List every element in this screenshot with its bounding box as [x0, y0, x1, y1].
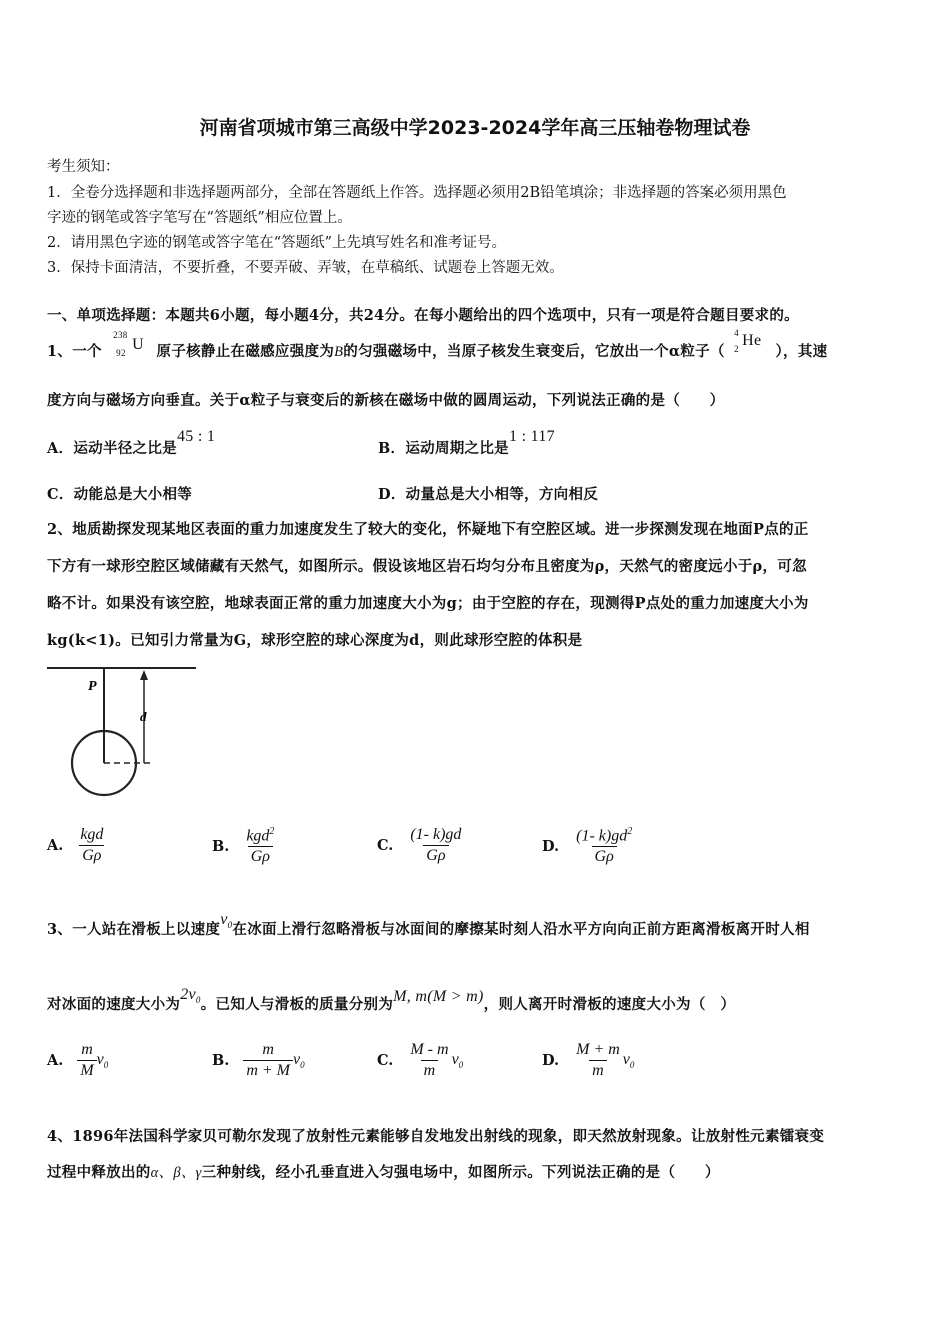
q1-option-b: B．运动周期之比是1 : 117: [378, 428, 555, 457]
q3-option-d: D. $\frac{M + m}{m}$ $v_0$: [542, 1041, 635, 1079]
q2-option-c: C. $\frac{(1- k)gd}{G\rho}$: [377, 826, 462, 864]
q3-option-c: C. $\frac{M - m}{m}$ $v_0$: [377, 1041, 464, 1079]
q2-option-b: B. $\frac{kgd^2}{G\rho}$: [212, 826, 275, 866]
page-title: 河南省项城市第三高级中学2023-2024学年高三压轴卷物理试卷: [199, 117, 751, 139]
depth-arrow-head: [140, 670, 148, 680]
q1-option-c: C．动能总是大小相等: [47, 486, 193, 503]
q2-line3: 略不计。如果没有该空腔，地球表面正常的重力加速度大小为g；由于空腔的存在，现测得P点处的重力加速度大小为: [47, 595, 809, 612]
q2-option-a: A. $\frac{\text{kgd}}{G\rho}$: [47, 826, 104, 864]
q3-option-a: A. $\frac{m}{M}$ $v_0$: [47, 1041, 109, 1079]
q2-line1: 2、地质勘探发现某地区表面的重力加速度发生了较大的变化，怀疑地下有空腔区域。进一步探测发现在地面P点的正: [47, 521, 809, 538]
notice-item-2: 2．请用黑色字迹的钢笔或答字笔在“答题纸”上先填写姓名和准考证号。: [47, 235, 507, 251]
q4-line2: 过程中释放出的α、β、γ三种射线，经小孔垂直进入匀强电场中，如图所示。下列说法正确的是（ ）: [47, 1164, 720, 1181]
notice-item-3: 3．保持卡面清洁，不要折叠，不要弄破、弄皱，在草稿纸、试题卷上答题无效。: [47, 260, 564, 276]
q3-line2: 对冰面的速度大小为$2v_0$。已知人与滑板的质量分别为M, m(M > m)，则人离开时滑板的速度大小为（ ）: [47, 986, 736, 1013]
q1-option-a: A．运动半径之比是45 : 1: [47, 428, 216, 457]
cavity-diagram: [44, 660, 204, 800]
depth-label: d: [140, 709, 147, 724]
q2-option-d: D. $\frac{(1- k)gd^2}{G\rho}$: [542, 826, 633, 866]
q1-line2: 度方向与磁场方向垂直。关于α粒子与衰变后的新核在磁场中做的圆周运动，下列说法正确的是（ ）: [47, 392, 725, 409]
section-heading: 一、单项选择题：本题共6小题，每小题4分，共24分。在每小题给出的四个选项中，只有一项是符合题目要求的。: [47, 307, 799, 324]
helium-nuclide: 4 2 He: [734, 328, 762, 354]
notice-item-1-cont: 字迹的钢笔或答字笔写在“答题纸”相应位置上。: [47, 210, 352, 226]
q3-line1: 3、一人站在滑板上以速度$v_0$在冰面上滑行忽略滑板与冰面间的摩擦某时刻人沿水平方向向正前方距离滑板离开时人相: [47, 911, 810, 938]
notice-heading: 考生须知：: [47, 159, 120, 175]
q3-option-b: B. $\frac{m}{m + M}$ $v_0$: [212, 1041, 305, 1079]
point-p-label: P: [88, 679, 97, 694]
q2-line2: 下方有一球形空腔区域储藏有天然气，如图所示。假设该地区岩石均匀分布且密度为ρ，天然气的密度远小于ρ，可忽: [47, 558, 807, 575]
q2-line4: kg(k<1)。已知引力常量为G，球形空腔的球心深度为d，则此球形空腔的体积是: [47, 632, 583, 649]
notice-item-1: 1．全卷分选择题和非选择题两部分，全部在答题纸上作答。选择题必须用2B铅笔填涂；非选择题的答案必须用黑色: [47, 185, 787, 201]
q1-line1: 1、一个 238 92 U 原子核静止在磁感应强度为B的匀强磁场中，当原子核发生衰变后，它放出一个α粒子（ 4 2 He ），其速: [47, 328, 828, 360]
q4-line1: 4、1896年法国科学家贝可勒尔发现了放射性元素能够自发地发出射线的现象，即天然放射现象。让放射性元素镭衰变: [47, 1128, 825, 1145]
q1-option-d: D．动量总是大小相等，方向相反: [378, 486, 599, 503]
uranium-nuclide: 238 92 U: [113, 330, 145, 358]
